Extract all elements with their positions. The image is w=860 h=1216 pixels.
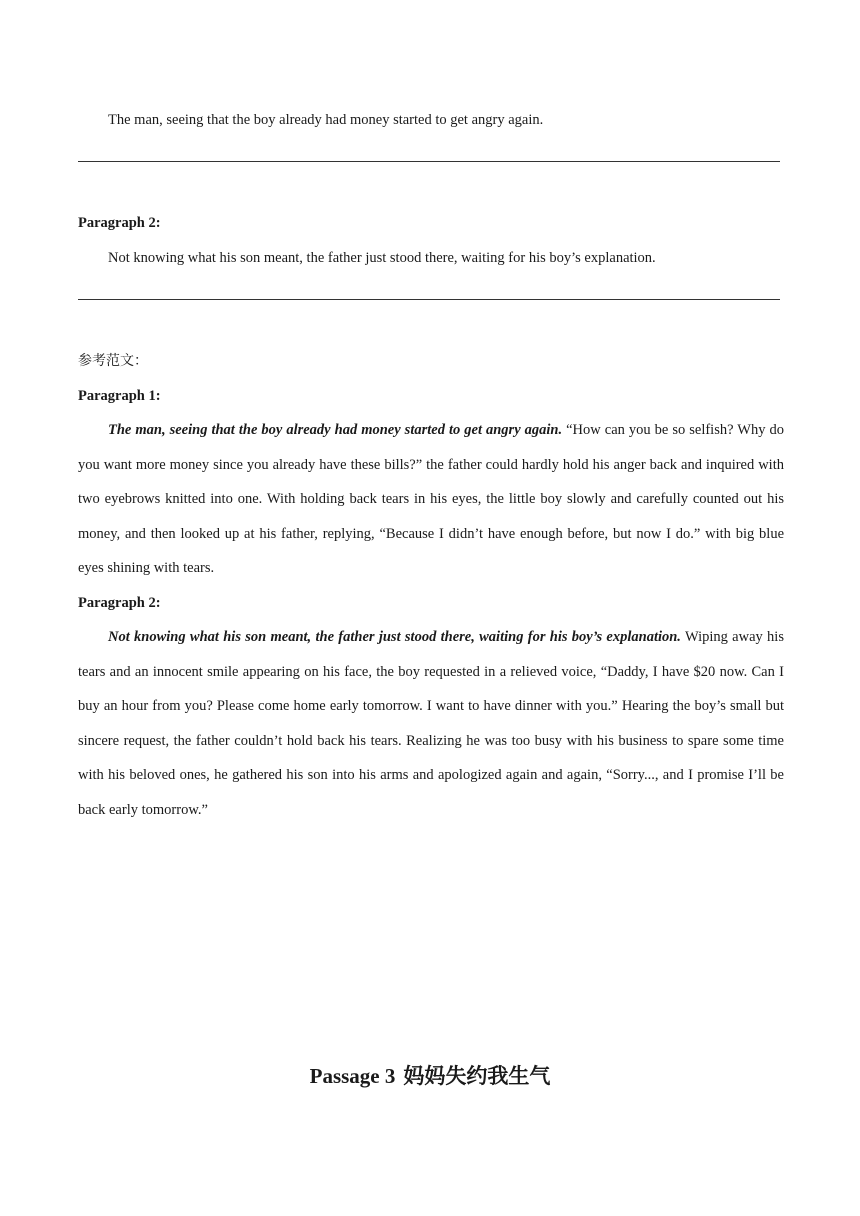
paragraph-2-label: Paragraph 2: [78,215,161,231]
answer-line-1 [78,161,780,162]
model-paragraph-1 [78,413,784,586]
paragraph-2-body: Wiping away his tears and an innocent smile appearing on his face, the boy requested in a relieved voice, “Daddy, I have $20 now. Can I buy an hour from you? Please come home early tomorrow. I want to have dinner with you.” Hearing the boy’s small but sincere request, the father couldn’t hold back his tears. Realizing he was too busy with his business to spare some time with his beloved ones, he gathered his son into his arms and apologized again and again, “Sorry..., and I promise I’ll be back early tomorrow.” [78,629,784,818]
answer-line-2 [78,299,780,300]
paragraph-1-lead-sentence: The man, seeing that the boy already had money started to get angry again. [108,422,563,438]
paragraph-1-body: “How can you be so selfish? Why do you want more money since you already have these bills?” the father could hardly hold his anger back and inquired with two eyebrows knitted into one. With holding back tears in his eyes, the little boy slowly and carefully counted out his money, and then looked up at his father, replying, “Because I didn’t have enough before, but now I do.” with big blue eyes shining with tears. [78,422,784,576]
passage-title-en: Passage 3 [309,1064,396,1088]
model-paragraph-2-label: Paragraph 2: [78,595,161,611]
reference-essay-label: 参考范文： [78,353,148,369]
model-paragraph-2 [78,620,784,827]
paragraph-2-lead-sentence: Not knowing what his son meant, the father just stood there, waiting for his boy’s explanation. [108,629,681,645]
passage-title [0,1060,860,1090]
model-paragraph-1-label: Paragraph 1: [78,388,161,404]
writing-prompt-1: The man, seeing that the boy already had money started to get angry again. [108,112,544,128]
passage-title-cn: 妈妈失约我生气 [403,1064,551,1088]
writing-prompt-2: Not knowing what his son meant, the father just stood there, waiting for his boy’s explanation. [108,250,656,266]
